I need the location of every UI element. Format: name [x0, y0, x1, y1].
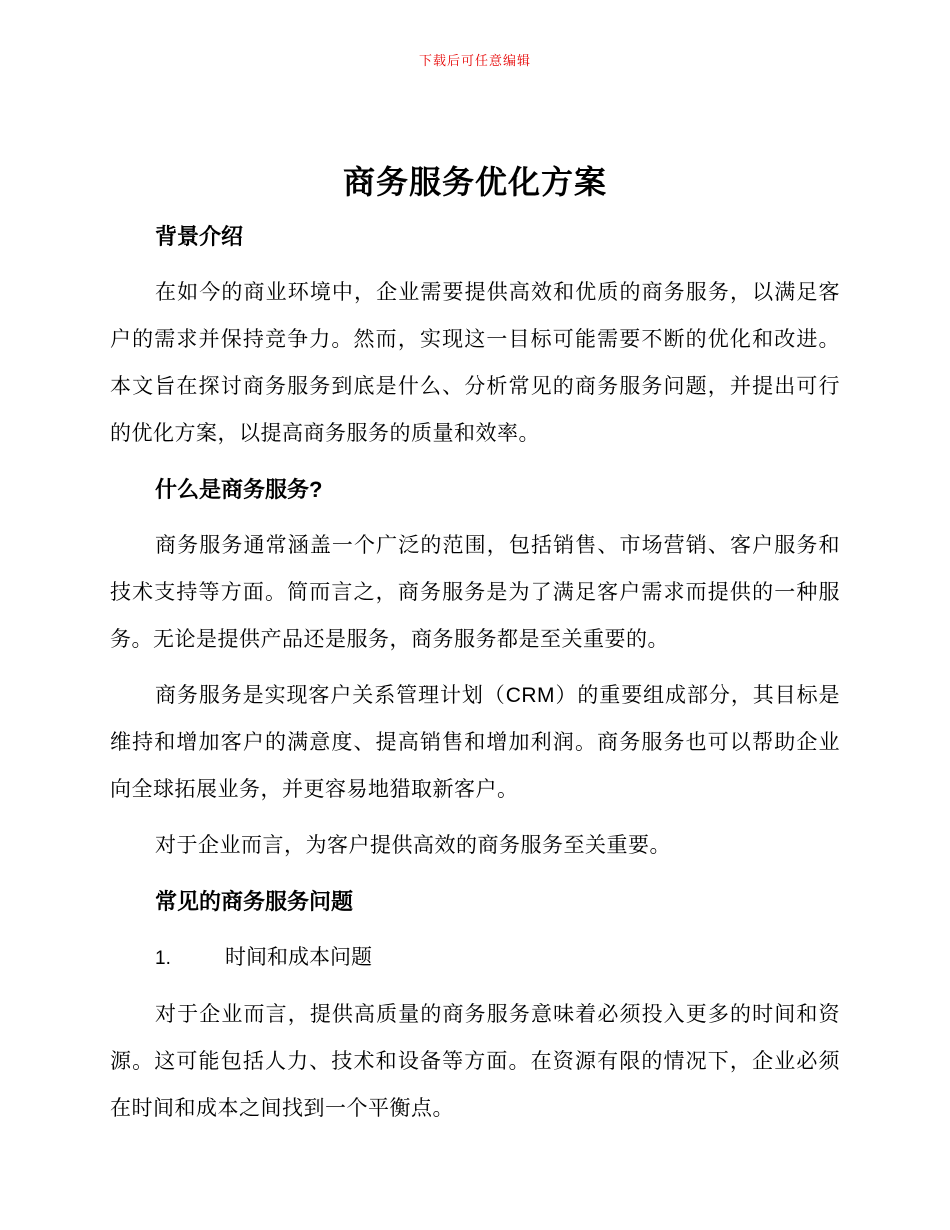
section-heading-problems: 常见的商务服务问题 — [155, 889, 354, 914]
paragraph-background-1: 在如今的商业环境中，企业需要提供高效和优质的商务服务，以满足客户的需求并保持竞争力。然而，实现这一目标可能需要不断的优化和改进。本文旨在探讨商务服务到底是什么、分析常见的商务服务问题，并提出可行的优化方案，以提高商务服务的质量和效率。 — [110, 281, 840, 445]
list-item-label: 时间和成本问题 — [225, 946, 372, 969]
document-title: 商务服务优化方案 — [342, 164, 607, 200]
list-item-number: 1. — [155, 948, 171, 969]
section-heading-what-is: 什么是商务服务? — [155, 477, 323, 502]
document-body — [110, 213, 840, 1132]
paragraph-what-is-1: 商务服务通常涵盖一个广泛的范围，包括销售、市场营销、客户服务和技术支持等方面。简而言之，商务服务是为了满足客户需求而提供的一种服务。无论是提供产品还是服务，商务服务都是至关重要的。 — [110, 534, 840, 651]
section-heading-background: 背景介绍 — [155, 224, 244, 249]
edit-note: 下载后可任意编辑 — [418, 53, 531, 68]
paragraph-what-is-2: 商务服务是实现客户关系管理计划（CRM）的重要组成部分，其目标是维持和增加客户的满意度、提高销售和增加利润。商务服务也可以帮助企业向全球拓展业务，并更容易地猎取新客户。 — [110, 684, 840, 801]
numbered-list-item-1 — [110, 934, 840, 982]
paragraph-what-is-3: 对于企业而言，为客户提供高效的商务服务至关重要。 — [155, 834, 671, 857]
paragraph-problems-1: 对于企业而言，提供高质量的商务服务意味着必须投入更多的时间和资源。这可能包括人力、技术和设备等方面。在资源有限的情况下，企业必须在时间和成本之间找到一个平衡点。 — [110, 1003, 840, 1120]
